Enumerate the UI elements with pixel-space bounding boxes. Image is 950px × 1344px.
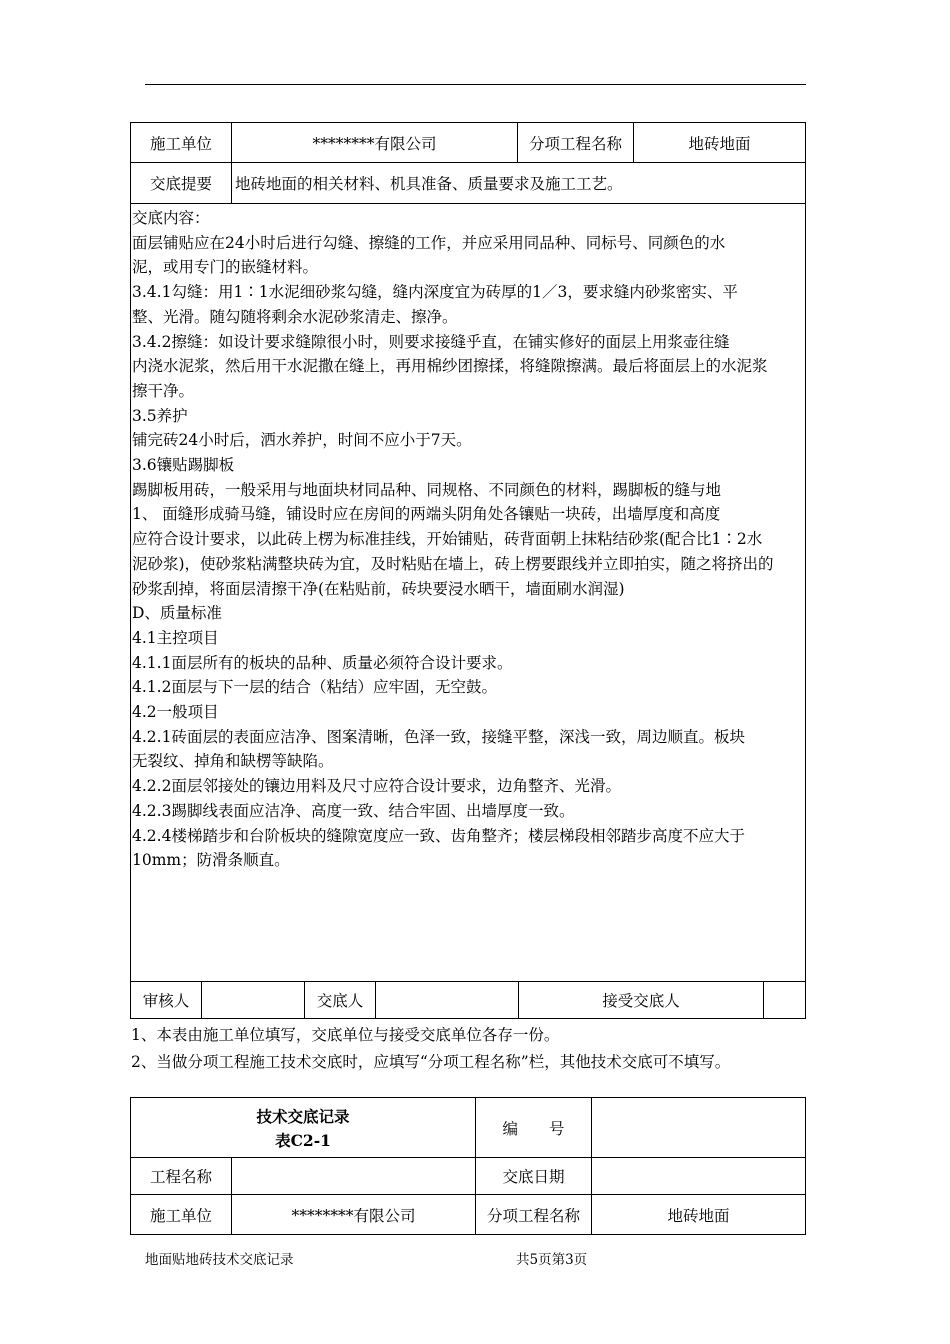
construction-unit-value: ********有限公司 <box>232 123 518 163</box>
content-line: 无裂纹、掉角和缺楞等缺陷。 <box>132 752 334 771</box>
record-form-code: 表C2-1 <box>275 1130 331 1150</box>
record-title: 技术交底记录 <box>256 1106 350 1126</box>
content-line: 应符合设计要求，以此砖上楞为标准挂线，开始铺贴，砖背面朝上抹粘结砂浆(配合比1∶2水 <box>132 530 763 549</box>
presenter-signature-field[interactable] <box>376 982 519 1019</box>
sign-table <box>130 981 806 1019</box>
date-label: 交底日期 <box>476 1158 592 1195</box>
summary-label: 交底提要 <box>131 163 232 204</box>
note-2: 2、当做分项工程施工技术交底时，应填写“分项工程名称”栏，其他技术交底可不填写。 <box>131 1053 731 1071</box>
content-line: 铺完砖24小时后，洒水养护，时间不应小于7天。 <box>132 431 472 450</box>
content-line: 泥砂浆)，使砂浆粘满整块砖为宜，及时粘贴在墙上，砖上楞要跟线并立即拍实，随之将挤出的 <box>132 554 774 573</box>
content-line: 踢脚板用砖，一般采用与地面块材同品种、同规格、不同颜色的材料，踢脚板的缝与地 <box>132 480 722 499</box>
record-title-cell <box>131 1098 476 1158</box>
content-body <box>132 206 803 981</box>
project-name-label: 工程名称 <box>131 1158 232 1195</box>
record-construction-unit-label: 施工单位 <box>131 1195 232 1235</box>
header-rule <box>145 84 806 85</box>
receiver-signature-field[interactable] <box>764 982 806 1019</box>
reviewer-label: 审核人 <box>131 982 202 1019</box>
record-table <box>130 1097 806 1235</box>
presenter-label: 交底人 <box>305 982 376 1019</box>
footer-title: 地面贴地砖技术交底记录 <box>145 1252 294 1268</box>
content-line: 1、 面缝形成骑马缝，铺设时应在房间的两端头阴角处各镶贴一块砖，出墙厚度和高度 <box>132 505 721 524</box>
disclosure-table <box>130 122 806 982</box>
content-line: 砂浆刮掉，将面层清擦干净(在粘贴前，砖块要浸水晒干，墙面刷水润湿) <box>132 579 625 598</box>
content-line: 3.4.1勾缝：用1∶1水泥细砂浆勾缝，缝内深度宜为砖厚的1／3，要求缝内砂浆密实、平 <box>132 283 738 302</box>
content-line: 4.2.3踢脚线表面应洁净、高度一致、结合牢固、出墙厚度一致。 <box>132 801 575 820</box>
content-cell <box>131 204 806 982</box>
content-line: 4.1主控项目 <box>132 628 219 647</box>
content-line: D、质量标准 <box>132 604 222 623</box>
content-line: 4.1.1面层所有的板块的品种、质量必须符合设计要求。 <box>132 653 513 672</box>
record-subproject-label: 分项工程名称 <box>476 1195 592 1235</box>
content-line: 4.2一般项目 <box>132 703 219 721</box>
reviewer-signature-field[interactable] <box>202 982 305 1019</box>
number-field[interactable] <box>592 1098 806 1158</box>
content-line: 3.5养护 <box>132 406 188 425</box>
subproject-value: 地砖地面 <box>634 123 806 163</box>
number-label: 编 号 <box>476 1098 592 1158</box>
date-field[interactable] <box>592 1158 806 1195</box>
footer-page-number: 共5页第3页 <box>516 1252 588 1268</box>
content-line: 面层铺贴应在24小时后进行勾缝、擦缝的工作，并应采用同品种、同标号、同颜色的水 <box>132 233 726 252</box>
content-line: 4.2.4楼梯踏步和台阶板块的缝隙宽度应一致、齿角整齐；楼层梯段相邻踏步高度不应大于 <box>132 826 745 845</box>
record-construction-unit-value: ********有限公司 <box>232 1195 476 1235</box>
content-line: 擦干净。 <box>132 381 195 400</box>
content-line: 3.4.2擦缝：如设计要求缝隙很小时，则要求接缝乎直，在铺实修好的面层上用浆壶往缝 <box>132 332 730 351</box>
summary-value: 地砖地面的相关材料、机具准备、质量要求及施工工艺。 <box>232 163 806 204</box>
content-line: 泥，或用专门的嵌缝材料。 <box>132 258 319 277</box>
content-line: 整、光滑。随勾随将剩余水泥砂浆清走、擦净。 <box>132 307 458 326</box>
subproject-label: 分项工程名称 <box>518 123 634 163</box>
content-line: 10mm；防滑条顺直。 <box>132 851 290 870</box>
content-line: 3.6镶贴踢脚板 <box>132 456 235 474</box>
content-line: 4.1.2面层与下一层的结合（粘结）应牢固，无空鼓。 <box>132 678 497 697</box>
note-1: 1、本表由施工单位填写，交底单位与接受交底单位各存一份。 <box>131 1026 560 1044</box>
record-subproject-value: 地砖地面 <box>592 1195 806 1235</box>
project-name-field[interactable] <box>232 1158 476 1195</box>
content-line: 4.2.2面层邻接处的镶边用料及尺寸应符合设计要求，边角整齐、光滑。 <box>132 777 621 796</box>
content-line: 内浇水泥浆，然后用干水泥撒在缝上，再用棉纱团擦揉，将缝隙擦满。最后将面层上的水泥浆 <box>132 357 768 376</box>
construction-unit-label: 施工单位 <box>131 123 232 163</box>
receiver-label: 接受交底人 <box>519 982 764 1019</box>
content-line: 交底内容： <box>132 209 210 227</box>
content-line: 4.2.1砖面层的表面应洁净、图案清晰，色泽一致，接缝平整，深浅一致，周边顺直。板块 <box>132 727 745 746</box>
